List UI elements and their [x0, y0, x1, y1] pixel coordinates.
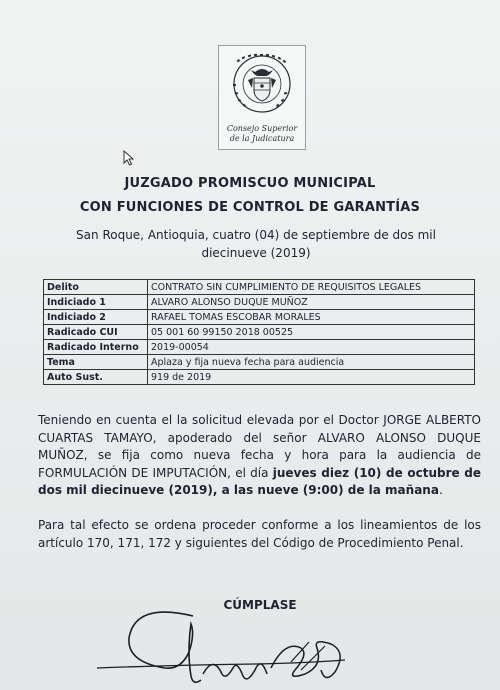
case-field-label: Radicado CUI [44, 325, 148, 340]
decision-paragraph [38, 412, 481, 500]
case-table-row [44, 340, 475, 355]
closing-order: CÚMPLASE [223, 598, 297, 612]
case-field-label: Indiciado 2 [44, 310, 148, 325]
case-field-label: Radicado Interno [44, 340, 148, 355]
case-table-row [44, 280, 475, 295]
case-field-label: Indiciado 1 [44, 295, 148, 310]
seal-caption-line2: de la Judicatura [229, 134, 295, 143]
case-table-row [44, 310, 475, 325]
case-field-label: Auto Sust. [44, 370, 148, 385]
judge-signature [95, 590, 365, 690]
hearing-date: jueves diez (10) de octubre de dos mil diecinueve (2019), a las nueve (9:00) de la mañana [38, 465, 481, 497]
place-and-date: San Roque, Antioquia, cuatro (04) de septiembre de dos mil diecinueve (2019) [76, 228, 436, 260]
case-field-label: Tema [44, 355, 148, 370]
court-name-line2: CON FUNCIONES DE CONTROL DE GARANTÍAS [79, 200, 421, 215]
decision-text: Teniendo en cuenta el la solicitud elevada por el Doctor JORGE ALBERTO CUARTAS TAMAYO, apoderado del señor ALVARO ALONSO DUQUE MUÑOZ, se fija como nueva fecha y hora para la audiencia de FORMULACIÓN DE IMPUTACIÓN, el día [38, 413, 481, 480]
case-field-value: 2019-00054 [148, 340, 475, 355]
decision-text-end: . [438, 483, 443, 497]
case-field-label: Delito [44, 280, 148, 295]
court-name-line1: JUZGADO PROMISCUO MUNICIPAL [124, 176, 376, 191]
mouse-pointer-icon [123, 150, 135, 166]
case-field-value: 05 001 60 99150 2018 00525 [148, 325, 475, 340]
case-field-value: CONTRATO SIN CUMPLIMIENTO DE REQUISITOS LEGALES [148, 280, 475, 295]
case-table-row [44, 295, 475, 310]
seal-caption-line1: Consejo Superior [226, 124, 298, 133]
case-table-row [44, 355, 475, 370]
case-table-row [44, 370, 475, 385]
case-field-value: RAFAEL TOMAS ESCOBAR MORALES [148, 310, 475, 325]
legal-basis-paragraph: Para tal efecto se ordena proceder conforme a los lineamientos de los artículo 170, 171, 172 y siguientes del Código de Procedimiento Penal. [38, 518, 481, 550]
case-info-table [43, 279, 475, 385]
case-field-value: 919 de 2019 [148, 370, 475, 385]
judicial-seal [218, 45, 306, 150]
case-field-value: ALVARO ALONSO DUQUE MUÑOZ [148, 295, 475, 310]
case-table-row [44, 325, 475, 340]
case-field-value: Aplaza y fija nueva fecha para audiencia [148, 355, 475, 370]
